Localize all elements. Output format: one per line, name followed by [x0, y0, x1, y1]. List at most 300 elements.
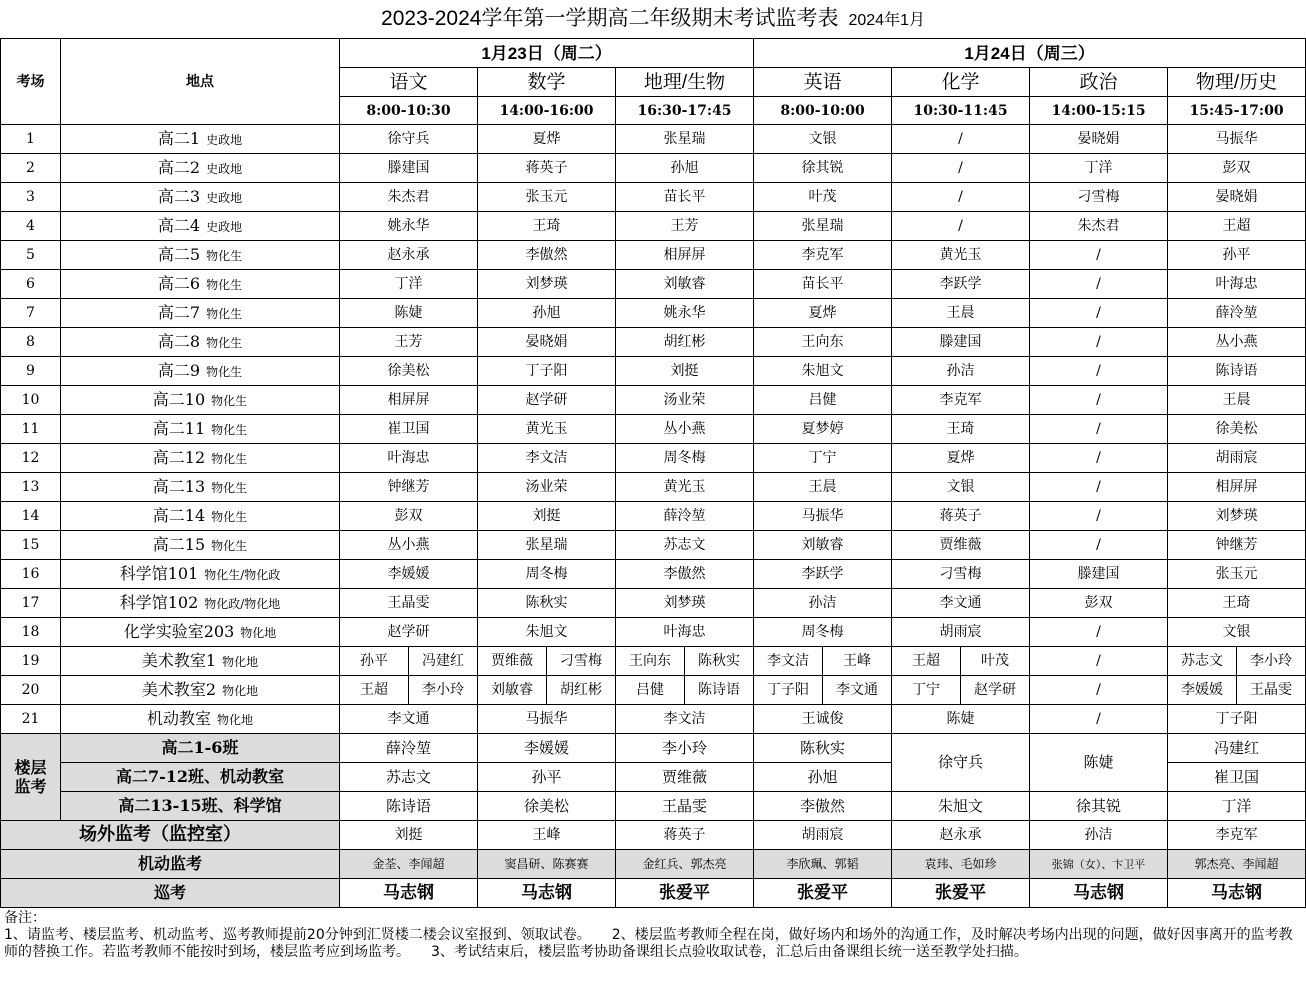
proctor-cell: 丁洋: [1168, 792, 1306, 821]
place-name: 化学实验室203: [123, 622, 235, 641]
page-title: [0, 0, 1306, 38]
proctor-cell: 刁雪梅: [547, 647, 616, 676]
place-stream: 物化生: [206, 278, 243, 292]
proctor-cell: 文银: [1168, 618, 1306, 647]
proctor-cell: 刘梦瑛: [478, 270, 616, 299]
header-subject: 物理/历史: [1168, 68, 1306, 97]
place-cell: [61, 502, 340, 531]
notes: [0, 908, 1306, 961]
proctor-cell: 丛小燕: [616, 415, 754, 444]
proctor-cell: 黄光玉: [478, 415, 616, 444]
proctor-cell: 王晨: [892, 299, 1030, 328]
table-row: [1, 647, 1306, 676]
header-time: 14:00-15:15: [1030, 97, 1168, 125]
mobile-label: 机动监考: [1, 850, 340, 879]
proctor-cell: 贾维薇: [616, 763, 754, 792]
proctor-cell: 胡雨宸: [754, 821, 892, 850]
header-subject: 化学: [892, 68, 1030, 97]
proctor-cell: 夏烨: [754, 299, 892, 328]
proctor-cell: 金荃、李闻超: [340, 850, 478, 879]
proctor-cell: 王琦: [478, 212, 616, 241]
place-name: 高二4: [157, 216, 201, 235]
proctor-cell: 刘敏睿: [616, 270, 754, 299]
proctor-cell: /: [1030, 705, 1168, 734]
proctor-cell: 吕健: [754, 386, 892, 415]
proctor-cell: 滕建国: [340, 154, 478, 183]
place-cell: [61, 444, 340, 473]
proctor-cell: 孙旭: [754, 763, 892, 792]
proctor-cell: 叶海忠: [616, 618, 754, 647]
proctor-cell: 张玉元: [1168, 560, 1306, 589]
proctor-cell: 李文通: [892, 589, 1030, 618]
table-row: [1, 183, 1306, 212]
place-stream: 史政地: [206, 133, 243, 147]
room-number: 17: [1, 589, 61, 618]
proctor-cell: 孙旭: [478, 299, 616, 328]
proctor-cell: 金红兵、郭杰亮: [616, 850, 754, 879]
table-row: [1, 270, 1306, 299]
proctor-cell: 胡雨宸: [892, 618, 1030, 647]
proctor-cell: 朱杰君: [340, 183, 478, 212]
place-cell: [61, 676, 340, 705]
place-cell: [61, 705, 340, 734]
room-number: 18: [1, 618, 61, 647]
proctor-cell: 苗长平: [754, 270, 892, 299]
table-row: [1, 531, 1306, 560]
proctor-cell: /: [892, 154, 1030, 183]
place-name: 高二8: [157, 332, 201, 351]
proctor-cell: 胡红彬: [547, 676, 616, 705]
proctor-cell: 王晶雯: [1237, 676, 1306, 705]
proctor-cell: 王芳: [616, 212, 754, 241]
header-time: 8:00-10:30: [340, 97, 478, 125]
place-cell: [61, 647, 340, 676]
proctor-cell: 李欣珮、郭韬: [754, 850, 892, 879]
patrol-row: [1, 879, 1306, 908]
room-number: 5: [1, 241, 61, 270]
proctor-cell: 丁洋: [1030, 154, 1168, 183]
proctor-cell: 李文通: [823, 676, 892, 705]
place-name: 高二9: [157, 361, 201, 380]
place-name: 高二7: [157, 303, 201, 322]
place-name: 高二6: [157, 274, 201, 293]
header-day-2: 1月24日（周三）: [754, 39, 1306, 68]
proctor-cell: 晏晓娟: [478, 328, 616, 357]
proctor-cell: 汤业荣: [478, 473, 616, 502]
proctor-cell: 马振华: [1168, 125, 1306, 154]
proctor-cell: 王诚俊: [754, 705, 892, 734]
proctor-cell: 徐守兵: [340, 125, 478, 154]
header-time: 16:30-17:45: [616, 97, 754, 125]
room-number: 4: [1, 212, 61, 241]
room-number: 3: [1, 183, 61, 212]
place-name: 美术教室1: [141, 651, 217, 670]
place-cell: [61, 473, 340, 502]
table-row: [1, 299, 1306, 328]
place-cell: [61, 618, 340, 647]
header-place: 地点: [61, 39, 340, 125]
proctor-cell: /: [1030, 299, 1168, 328]
proctor-cell: /: [1030, 241, 1168, 270]
proctor-cell: 王晶雯: [340, 589, 478, 618]
proctor-cell: 丁洋: [340, 270, 478, 299]
proctor-cell: 苏志文: [1168, 647, 1237, 676]
place-stream: 物化生: [211, 423, 248, 437]
place-cell: [61, 125, 340, 154]
proctor-cell: 叶茂: [754, 183, 892, 212]
proctor-cell: 郭杰亮、李闻超: [1168, 850, 1306, 879]
proctor-cell: 苏志文: [340, 763, 478, 792]
proctor-cell: 王晨: [754, 473, 892, 502]
place-stream: 物化地: [240, 626, 277, 640]
proctor-cell: 相屏屏: [340, 386, 478, 415]
proctor-cell: 孙平: [1168, 241, 1306, 270]
proctor-cell: 刁雪梅: [892, 560, 1030, 589]
proctor-cell: 薛泠堃: [1168, 299, 1306, 328]
proctor-cell: 王芳: [340, 328, 478, 357]
proctor-cell: 黄光玉: [616, 473, 754, 502]
proctor-cell: 王琦: [1168, 589, 1306, 618]
proctor-cell: 李跃学: [754, 560, 892, 589]
proctor-cell: 马志钢: [1030, 879, 1168, 908]
floor-area: 高二13-15班、科学馆: [61, 792, 340, 821]
proctor-cell: 陈婕: [1030, 734, 1168, 792]
proctor-cell: 钟继芳: [340, 473, 478, 502]
proctor-cell: 姚永华: [616, 299, 754, 328]
place-stream: 物化生: [211, 539, 248, 553]
proctor-cell: 李跃学: [892, 270, 1030, 299]
proctor-cell: /: [1030, 531, 1168, 560]
proctor-cell: /: [1030, 676, 1168, 705]
proctor-cell: 王向东: [616, 647, 685, 676]
place-name: 科学馆102: [119, 593, 199, 612]
proctor-cell: 王晨: [1168, 386, 1306, 415]
proctor-cell: 王超: [340, 676, 409, 705]
proctor-cell: 相屏屏: [1168, 473, 1306, 502]
proctor-cell: 彭双: [1168, 154, 1306, 183]
proctor-cell: 崔卫国: [340, 415, 478, 444]
proctor-cell: 蒋英子: [616, 821, 754, 850]
proctor-table: [0, 38, 1306, 908]
table-row: [1, 154, 1306, 183]
place-stream: 物化生: [206, 307, 243, 321]
place-cell: [61, 589, 340, 618]
room-number: 12: [1, 444, 61, 473]
proctor-cell: 周冬梅: [616, 444, 754, 473]
proctor-cell: 张锦（女）、卞卫平: [1030, 850, 1168, 879]
place-stream: 物化生/物化政: [204, 568, 281, 582]
proctor-cell: 张星瑞: [478, 531, 616, 560]
proctor-cell: /: [892, 125, 1030, 154]
proctor-cell: 李媛媛: [340, 560, 478, 589]
proctor-cell: 黄光玉: [892, 241, 1030, 270]
proctor-cell: 李媛媛: [1168, 676, 1237, 705]
header-time: 8:00-10:00: [754, 97, 892, 125]
place-stream: 物化地: [222, 684, 259, 698]
place-stream: 物化生: [206, 249, 243, 263]
proctor-cell: 相屏屏: [616, 241, 754, 270]
proctor-cell: 徐美松: [340, 357, 478, 386]
proctor-cell: 晏晓娟: [1030, 125, 1168, 154]
proctor-cell: 叶海忠: [1168, 270, 1306, 299]
proctor-cell: 孙洁: [754, 589, 892, 618]
place-cell: [61, 299, 340, 328]
proctor-cell: 徐美松: [1168, 415, 1306, 444]
place-stream: 物化政/物化地: [204, 597, 281, 611]
proctor-cell: 赵永承: [340, 241, 478, 270]
proctor-cell: 李傲然: [478, 241, 616, 270]
proctor-cell: 冯建红: [1168, 734, 1306, 763]
proctor-cell: 刘梦瑛: [616, 589, 754, 618]
place-stream: 物化生: [206, 365, 243, 379]
proctor-cell: 徐其锐: [754, 154, 892, 183]
place-name: 高二15: [152, 535, 206, 554]
place-name: 科学馆101: [119, 564, 199, 583]
place-stream: 物化生: [211, 481, 248, 495]
header-subject: 语文: [340, 68, 478, 97]
place-stream: 史政地: [206, 220, 243, 234]
place-name: 高二14: [152, 506, 206, 525]
proctor-cell: 李文洁: [754, 647, 823, 676]
table-row: [1, 444, 1306, 473]
proctor-cell: 薛泠堃: [616, 502, 754, 531]
proctor-cell: 彭双: [1030, 589, 1168, 618]
outside-label: 场外监考（监控室）: [1, 821, 340, 850]
header-subject: 英语: [754, 68, 892, 97]
proctor-cell: 蒋英子: [478, 154, 616, 183]
proctor-cell: 滕建国: [892, 328, 1030, 357]
proctor-cell: 文银: [892, 473, 1030, 502]
place-cell: [61, 415, 340, 444]
place-name: 高二2: [157, 158, 201, 177]
proctor-cell: 姚永华: [340, 212, 478, 241]
proctor-cell: 王向东: [754, 328, 892, 357]
proctor-cell: 汤业荣: [616, 386, 754, 415]
proctor-cell: 张爱平: [616, 879, 754, 908]
proctor-cell: 马振华: [754, 502, 892, 531]
proctor-cell: 赵学研: [478, 386, 616, 415]
room-number: 20: [1, 676, 61, 705]
proctor-cell: 薛泠堃: [340, 734, 478, 763]
place-cell: [61, 386, 340, 415]
proctor-cell: 丛小燕: [1168, 328, 1306, 357]
proctor-cell: 贾维薇: [478, 647, 547, 676]
proctor-cell: 朱杰君: [1030, 212, 1168, 241]
proctor-cell: 吕健: [616, 676, 685, 705]
place-stream: 物化生: [211, 394, 248, 408]
place-name: 高二10: [152, 390, 206, 409]
place-name: 机动教室: [146, 709, 211, 728]
room-number: 8: [1, 328, 61, 357]
place-stream: 物化地: [217, 713, 254, 727]
proctor-cell: 张爱平: [892, 879, 1030, 908]
proctor-cell: 李克军: [1168, 821, 1306, 850]
room-number: 1: [1, 125, 61, 154]
proctor-cell: /: [1030, 473, 1168, 502]
room-number: 9: [1, 357, 61, 386]
proctor-cell: 丁子阳: [478, 357, 616, 386]
proctor-cell: 李小玲: [616, 734, 754, 763]
proctor-cell: 张玉元: [478, 183, 616, 212]
place-cell: [61, 154, 340, 183]
room-number: 16: [1, 560, 61, 589]
proctor-cell: 周冬梅: [478, 560, 616, 589]
proctor-cell: 赵学研: [961, 676, 1030, 705]
proctor-cell: 崔卫国: [1168, 763, 1306, 792]
proctor-cell: /: [1030, 328, 1168, 357]
proctor-cell: /: [1030, 357, 1168, 386]
place-cell: [61, 241, 340, 270]
proctor-cell: 丛小燕: [340, 531, 478, 560]
proctor-cell: 苗长平: [616, 183, 754, 212]
proctor-cell: 李小玲: [409, 676, 478, 705]
proctor-cell: 刁雪梅: [1030, 183, 1168, 212]
proctor-cell: 陈婕: [340, 299, 478, 328]
table-row: [1, 386, 1306, 415]
proctor-cell: 晏晓娟: [1168, 183, 1306, 212]
proctor-cell: 李克军: [754, 241, 892, 270]
proctor-cell: 贾维薇: [892, 531, 1030, 560]
table-row: [1, 560, 1306, 589]
header-time: 15:45-17:00: [1168, 97, 1306, 125]
proctor-cell: /: [1030, 618, 1168, 647]
proctor-cell: /: [1030, 647, 1168, 676]
proctor-cell: 徐守兵: [892, 734, 1030, 792]
proctor-cell: 王峰: [823, 647, 892, 676]
proctor-cell: 孙平: [340, 647, 409, 676]
proctor-cell: 王晶雯: [616, 792, 754, 821]
floor-label: 楼层监考: [1, 734, 61, 821]
proctor-cell: 文银: [754, 125, 892, 154]
floor-row: [1, 734, 1306, 763]
place-stream: 史政地: [206, 162, 243, 176]
proctor-cell: 刘敏睿: [754, 531, 892, 560]
proctor-cell: 夏烨: [478, 125, 616, 154]
proctor-cell: /: [892, 183, 1030, 212]
proctor-cell: 李媛媛: [478, 734, 616, 763]
place-name: 高二11: [152, 419, 206, 438]
proctor-cell: 冯建红: [409, 647, 478, 676]
proctor-cell: 徐美松: [478, 792, 616, 821]
proctor-cell: 陈诗语: [1168, 357, 1306, 386]
outside-row: [1, 821, 1306, 850]
proctor-cell: 叶茂: [961, 647, 1030, 676]
table-row: [1, 357, 1306, 386]
table-row: [1, 589, 1306, 618]
proctor-cell: 刘挺: [340, 821, 478, 850]
proctor-cell: 朱旭文: [754, 357, 892, 386]
room-number: 6: [1, 270, 61, 299]
place-cell: [61, 212, 340, 241]
proctor-cell: 李文洁: [616, 705, 754, 734]
proctor-cell: 李克军: [892, 386, 1030, 415]
proctor-cell: 马振华: [478, 705, 616, 734]
proctor-cell: 张星瑞: [616, 125, 754, 154]
proctor-cell: 李傲然: [616, 560, 754, 589]
proctor-cell: 王超: [892, 647, 961, 676]
table-row: [1, 328, 1306, 357]
place-cell: [61, 531, 340, 560]
proctor-cell: 胡红彬: [616, 328, 754, 357]
header-subject: 地理/生物: [616, 68, 754, 97]
proctor-cell: /: [1030, 386, 1168, 415]
floor-area: 高二7-12班、机动教室: [61, 763, 340, 792]
proctor-cell: 苏志文: [616, 531, 754, 560]
proctor-cell: 李傲然: [754, 792, 892, 821]
proctor-cell: 马志钢: [340, 879, 478, 908]
proctor-cell: /: [1030, 270, 1168, 299]
notes-heading: 备注：: [4, 910, 46, 926]
proctor-cell: 刘敏睿: [478, 676, 547, 705]
table-row: [1, 415, 1306, 444]
proctor-cell: 陈诗语: [340, 792, 478, 821]
proctor-cell: 赵永承: [892, 821, 1030, 850]
proctor-cell: 马志钢: [1168, 879, 1306, 908]
proctor-cell: 蒋英子: [892, 502, 1030, 531]
proctor-cell: /: [1030, 502, 1168, 531]
table-row: [1, 676, 1306, 705]
proctor-cell: 胡雨宸: [1168, 444, 1306, 473]
place-cell: [61, 328, 340, 357]
place-name: 高二1: [157, 129, 201, 148]
proctor-cell: 刘挺: [616, 357, 754, 386]
table-row: [1, 705, 1306, 734]
place-name: 高二13: [152, 477, 206, 496]
proctor-cell: 袁玮、毛如珍: [892, 850, 1030, 879]
proctor-cell: 王峰: [478, 821, 616, 850]
table-row: [1, 241, 1306, 270]
room-number: 2: [1, 154, 61, 183]
place-cell: [61, 270, 340, 299]
proctor-cell: 马志钢: [478, 879, 616, 908]
proctor-cell: 王超: [1168, 212, 1306, 241]
proctor-cell: 李文通: [340, 705, 478, 734]
proctor-cell: 孙洁: [1030, 821, 1168, 850]
proctor-cell: 孙洁: [892, 357, 1030, 386]
place-cell: [61, 183, 340, 212]
table-row: [1, 212, 1306, 241]
place-stream: 物化生: [211, 452, 248, 466]
proctor-cell: 孙平: [478, 763, 616, 792]
proctor-cell: 丁子阳: [754, 676, 823, 705]
floor-row: [1, 792, 1306, 821]
header-room: 考场: [1, 39, 61, 125]
proctor-cell: /: [892, 212, 1030, 241]
mobile-row: [1, 850, 1306, 879]
header-day-1: 1月23日（周二）: [340, 39, 754, 68]
table-row: [1, 473, 1306, 502]
title-text: 2023-2024学年第一学期高二年级期末考试监考表: [381, 7, 839, 30]
proctor-cell: 王琦: [892, 415, 1030, 444]
header-subject: 政治: [1030, 68, 1168, 97]
place-stream: 物化地: [222, 655, 259, 669]
proctor-cell: 丁子阳: [1168, 705, 1306, 734]
title-date: 2024年1月: [848, 12, 925, 29]
place-cell: [61, 357, 340, 386]
place-stream: 物化生: [211, 510, 248, 524]
room-number: 11: [1, 415, 61, 444]
proctor-cell: 朱旭文: [478, 618, 616, 647]
place-name: 高二12: [152, 448, 206, 467]
proctor-cell: 周冬梅: [754, 618, 892, 647]
proctor-cell: /: [1030, 444, 1168, 473]
place-cell: [61, 560, 340, 589]
proctor-cell: 陈诗语: [685, 676, 754, 705]
proctor-cell: 叶海忠: [340, 444, 478, 473]
proctor-cell: 刘梦瑛: [1168, 502, 1306, 531]
patrol-label: 巡考: [1, 879, 340, 908]
proctor-cell: 丁宁: [892, 676, 961, 705]
